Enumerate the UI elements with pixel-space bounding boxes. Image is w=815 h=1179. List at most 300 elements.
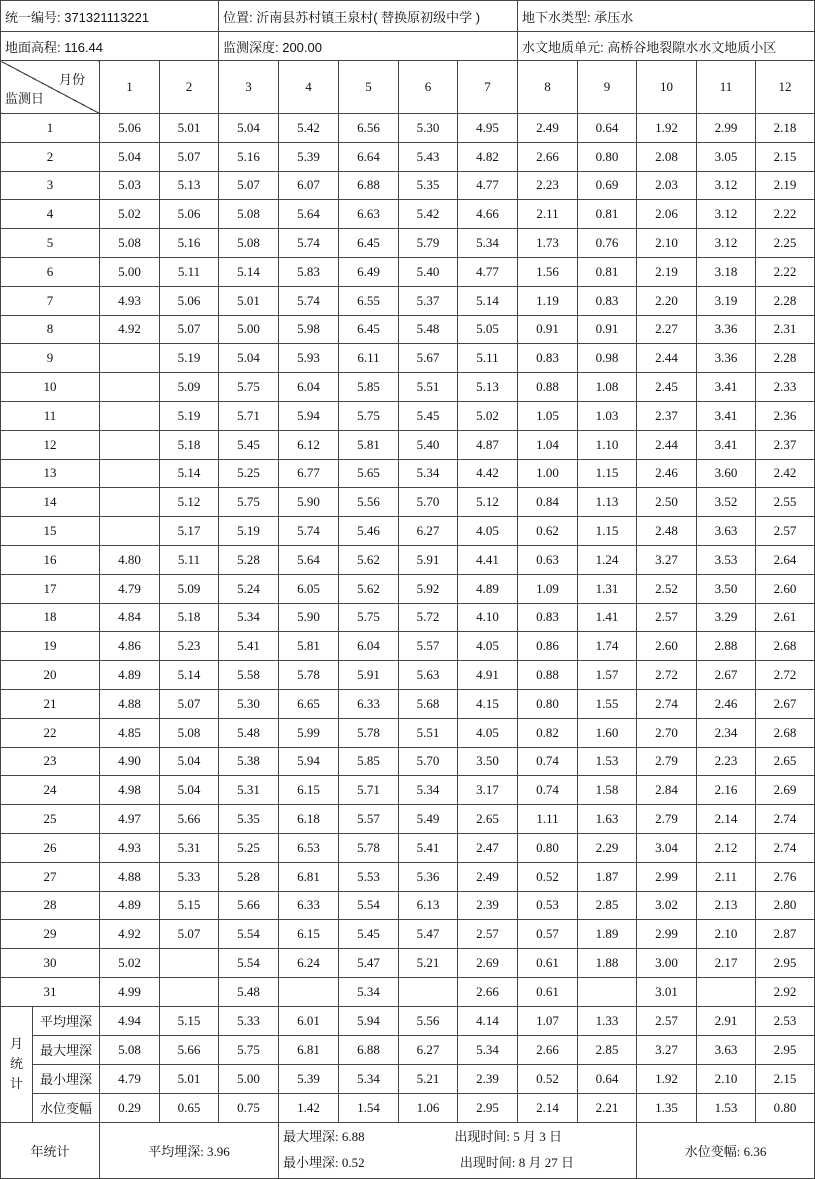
depth-cell: 5.75 [219,373,279,402]
depth-cell: 5.19 [219,517,279,546]
depth-cell: 2.61 [756,603,815,632]
stat-value: 2.53 [756,1006,815,1035]
depth-cell: 3.29 [697,603,756,632]
depth-cell: 2.69 [458,949,518,978]
depth-cell: 5.11 [160,257,219,286]
depth-cell: 5.62 [339,545,399,574]
depth-cell: 2.14 [697,805,756,834]
stat-value: 4.79 [100,1064,160,1093]
depth-cell: 2.65 [458,805,518,834]
depth-cell: 4.87 [458,430,518,459]
table-row [1,574,815,603]
table-row [1,977,815,1006]
stat-value: 2.95 [756,1035,815,1064]
table-row [1,315,815,344]
depth-cell: 0.63 [518,545,578,574]
depth-cell: 2.87 [756,920,815,949]
depth-cell: 5.93 [279,344,339,373]
depth-cell: 3.18 [697,257,756,286]
depth-cell: 2.18 [756,114,815,143]
depth-cell: 1.31 [578,574,637,603]
depth-cell: 4.98 [100,776,160,805]
depth-cell [578,977,637,1006]
depth-cell: 5.54 [339,891,399,920]
depth-cell: 5.11 [160,545,219,574]
depth-cell [160,977,219,1006]
depth-cell: 0.83 [518,603,578,632]
day-cell: 22 [1,718,100,747]
table-row [1,747,815,776]
depth-cell: 5.07 [160,142,219,171]
depth-cell: 2.65 [756,747,815,776]
depth-cell: 6.63 [339,200,399,229]
depth-cell: 3.19 [697,286,756,315]
depth-cell: 5.36 [399,862,458,891]
stat-value: 2.85 [578,1035,637,1064]
depth-cell [399,977,458,1006]
depth-cell: 3.53 [697,545,756,574]
depth-cell: 1.00 [518,459,578,488]
depth-cell: 5.66 [160,805,219,834]
depth-cell: 5.90 [279,488,339,517]
depth-cell: 3.36 [697,315,756,344]
depth-cell: 5.04 [160,747,219,776]
depth-cell: 4.93 [100,286,160,315]
day-cell: 19 [1,632,100,661]
depth-cell: 2.49 [458,862,518,891]
group-label-char: 月 [9,1036,23,1052]
depth-cell: 5.13 [160,171,219,200]
depth-cell: 4.93 [100,833,160,862]
annual-label: 年统计 [1,1122,100,1178]
depth-cell: 5.51 [399,373,458,402]
depth-cell: 2.99 [637,920,697,949]
monthly-stat-row [1,1006,815,1035]
depth-cell: 2.31 [756,315,815,344]
depth-cell: 3.52 [697,488,756,517]
depth-cell: 6.81 [279,862,339,891]
depth-cell: 5.81 [279,632,339,661]
depth-cell [279,977,339,1006]
day-cell: 16 [1,545,100,574]
depth-cell: 5.01 [160,114,219,143]
depth-cell: 5.14 [458,286,518,315]
monitoring-depth: 监测深度: 200.00 [219,32,518,61]
depth-cell: 1.03 [578,401,637,430]
depth-cell: 6.27 [399,517,458,546]
depth-cell: 5.78 [279,661,339,690]
depth-cell: 5.31 [160,833,219,862]
table-row [1,661,815,690]
day-cell: 11 [1,401,100,430]
stat-label: 最小埋深 [33,1064,100,1093]
table-row [1,142,815,171]
depth-cell: 5.05 [458,315,518,344]
depth-cell: 5.04 [219,114,279,143]
month-header: 8 [518,61,578,114]
depth-cell: 1.08 [578,373,637,402]
day-cell: 30 [1,949,100,978]
depth-cell: 2.50 [637,488,697,517]
depth-cell: 6.55 [339,286,399,315]
depth-cell: 5.74 [279,229,339,258]
table-row [1,114,815,143]
depth-cell: 5.25 [219,459,279,488]
depth-cell: 2.60 [756,574,815,603]
depth-cell: 1.05 [518,401,578,430]
depth-cell [100,373,160,402]
depth-cell: 2.37 [756,430,815,459]
depth-cell: 5.64 [279,545,339,574]
depth-cell: 4.92 [100,315,160,344]
depth-cell: 5.17 [160,517,219,546]
depth-cell: 2.19 [637,257,697,286]
depth-cell: 5.07 [160,689,219,718]
monthly-stat-row [1,1093,815,1122]
depth-cell: 5.30 [399,114,458,143]
depth-cell: 2.69 [756,776,815,805]
depth-cell: 6.11 [339,344,399,373]
table-row [1,430,815,459]
depth-cell: 6.15 [279,920,339,949]
depth-cell: 5.12 [160,488,219,517]
depth-cell: 5.23 [160,632,219,661]
depth-cell: 2.76 [756,862,815,891]
depth-cell: 5.24 [219,574,279,603]
depth-cell: 2.12 [697,833,756,862]
stat-value: 1.42 [279,1093,339,1122]
depth-cell: 3.41 [697,430,756,459]
depth-cell [160,949,219,978]
depth-cell: 5.13 [458,373,518,402]
depth-cell: 2.37 [637,401,697,430]
depth-cell: 3.12 [697,171,756,200]
day-cell: 31 [1,977,100,1006]
depth-cell: 3.60 [697,459,756,488]
stat-value: 3.27 [637,1035,697,1064]
depth-cell: 6.49 [339,257,399,286]
day-cell: 10 [1,373,100,402]
month-header: 5 [339,61,399,114]
depth-cell: 5.70 [399,747,458,776]
depth-cell: 3.41 [697,373,756,402]
depth-cell: 5.19 [160,401,219,430]
depth-cell: 2.33 [756,373,815,402]
depth-cell: 5.94 [279,747,339,776]
stat-value: 6.88 [339,1035,399,1064]
annual-min: 最小埋深: 0.52 [283,1155,365,1171]
depth-cell: 6.13 [399,891,458,920]
depth-cell: 5.34 [399,776,458,805]
stat-value: 1.06 [399,1093,458,1122]
depth-cell: 0.57 [518,920,578,949]
stat-value: 5.56 [399,1006,458,1035]
table-row [1,949,815,978]
monthly-stats-group-label [1,1006,33,1122]
depth-cell: 5.40 [399,430,458,459]
month-header: 12 [756,61,815,114]
depth-cell: 6.04 [279,373,339,402]
stat-value: 1.54 [339,1093,399,1122]
day-cell: 24 [1,776,100,805]
depth-cell: 3.27 [637,545,697,574]
depth-cell: 5.57 [339,805,399,834]
depth-cell: 5.47 [339,949,399,978]
day-cell: 21 [1,689,100,718]
depth-cell: 2.67 [756,689,815,718]
stat-value: 1.92 [637,1064,697,1093]
depth-cell: 1.09 [518,574,578,603]
depth-cell: 0.80 [518,833,578,862]
depth-cell: 2.17 [697,949,756,978]
stat-value: 2.39 [458,1064,518,1093]
depth-cell: 4.82 [458,142,518,171]
monthly-stat-row [1,1035,815,1064]
depth-cell: 5.08 [100,229,160,258]
depth-cell: 1.57 [578,661,637,690]
stat-value: 1.35 [637,1093,697,1122]
depth-cell: 4.10 [458,603,518,632]
depth-cell: 0.83 [578,286,637,315]
depth-cell: 5.71 [339,776,399,805]
depth-cell: 2.88 [697,632,756,661]
depth-cell: 2.25 [756,229,815,258]
depth-cell: 2.42 [756,459,815,488]
hydrogeologic-unit: 水文地质单元: 高桥谷地裂隙水水文地质小区 [518,32,815,61]
depth-cell: 4.97 [100,805,160,834]
depth-cell: 5.02 [100,200,160,229]
depth-cell: 3.17 [458,776,518,805]
depth-cell: 1.60 [578,718,637,747]
depth-cell: 1.88 [578,949,637,978]
depth-cell: 2.84 [637,776,697,805]
depth-cell: 2.79 [637,805,697,834]
day-cell: 12 [1,430,100,459]
depth-cell: 3.02 [637,891,697,920]
depth-cell: 0.62 [518,517,578,546]
stat-label: 平均埋深 [33,1006,100,1035]
depth-cell: 5.34 [339,977,399,1006]
depth-cell: 1.41 [578,603,637,632]
depth-cell: 2.95 [756,949,815,978]
station-location: 位置: 沂南县苏村镇王泉村( 替换原初级中学 ) [219,1,518,32]
depth-cell: 5.92 [399,574,458,603]
day-cell: 13 [1,459,100,488]
depth-cell [100,517,160,546]
depth-cell: 5.78 [339,718,399,747]
depth-cell: 1.58 [578,776,637,805]
stat-value: 1.33 [578,1006,637,1035]
depth-cell: 5.49 [399,805,458,834]
stat-value: 2.66 [518,1035,578,1064]
month-header: 9 [578,61,637,114]
depth-cell: 5.74 [279,517,339,546]
depth-cell: 2.55 [756,488,815,517]
depth-cell: 0.86 [518,632,578,661]
stat-value: 1.53 [697,1093,756,1122]
depth-cell: 6.53 [279,833,339,862]
depth-cell: 2.92 [756,977,815,1006]
depth-cell: 2.15 [756,142,815,171]
stat-value: 2.15 [756,1064,815,1093]
depth-cell: 2.74 [756,833,815,862]
stat-value: 5.66 [160,1035,219,1064]
day-cell: 14 [1,488,100,517]
depth-cell: 3.04 [637,833,697,862]
depth-cell: 6.45 [339,229,399,258]
depth-cell: 5.34 [399,459,458,488]
depth-cell: 6.24 [279,949,339,978]
day-cell: 1 [1,114,100,143]
stat-value: 6.27 [399,1035,458,1064]
table-row [1,286,815,315]
depth-cell: 2.13 [697,891,756,920]
stat-value: 4.94 [100,1006,160,1035]
depth-cell: 4.05 [458,632,518,661]
stat-value: 0.75 [219,1093,279,1122]
table-row [1,920,815,949]
depth-cell: 1.73 [518,229,578,258]
depth-cell: 4.05 [458,718,518,747]
depth-cell: 0.53 [518,891,578,920]
depth-cell: 5.34 [219,603,279,632]
depth-cell: 2.72 [637,661,697,690]
depth-cell: 5.40 [399,257,458,286]
group-label-char: 统 [9,1056,23,1072]
depth-cell: 6.65 [279,689,339,718]
depth-cell: 4.79 [100,574,160,603]
depth-cell [100,430,160,459]
depth-cell: 5.19 [160,344,219,373]
depth-cell: 2.80 [756,891,815,920]
depth-cell: 2.66 [458,977,518,1006]
depth-cell: 5.34 [458,229,518,258]
groundwater-type: 地下水类型: 承压水 [518,1,815,32]
depth-cell: 1.56 [518,257,578,286]
depth-cell: 5.46 [339,517,399,546]
depth-cell: 5.54 [219,949,279,978]
annual-max-line [279,1124,636,1150]
stat-value: 5.39 [279,1064,339,1093]
depth-cell: 5.78 [339,833,399,862]
depth-cell: 6.12 [279,430,339,459]
depth-cell: 5.42 [399,200,458,229]
depth-cell: 1.53 [578,747,637,776]
depth-cell: 5.47 [399,920,458,949]
table-row [1,603,815,632]
table-row [1,718,815,747]
depth-cell: 5.07 [160,920,219,949]
month-header-row [1,61,815,114]
depth-cell [100,488,160,517]
stat-value: 5.94 [339,1006,399,1035]
depth-cell: 5.57 [399,632,458,661]
depth-cell: 5.85 [339,747,399,776]
stat-value: 0.64 [578,1064,637,1093]
day-cell: 15 [1,517,100,546]
depth-cell: 3.01 [637,977,697,1006]
depth-cell: 5.70 [399,488,458,517]
depth-cell: 5.11 [458,344,518,373]
stat-value: 0.29 [100,1093,160,1122]
depth-cell: 6.64 [339,142,399,171]
depth-cell: 5.37 [399,286,458,315]
depth-cell: 5.25 [219,833,279,862]
day-cell: 5 [1,229,100,258]
depth-cell: 1.89 [578,920,637,949]
depth-cell [100,459,160,488]
month-header: 11 [697,61,756,114]
depth-cell: 2.47 [458,833,518,862]
depth-cell: 0.61 [518,977,578,1006]
depth-cell: 2.16 [697,776,756,805]
depth-cell: 2.99 [637,862,697,891]
depth-cell: 5.94 [279,401,339,430]
depth-cell: 2.46 [697,689,756,718]
depth-cell: 2.10 [637,229,697,258]
depth-cell: 4.77 [458,171,518,200]
table-row [1,776,815,805]
table-row [1,833,815,862]
table-row [1,545,815,574]
depth-cell: 2.11 [518,200,578,229]
month-axis-label: 月份 [58,72,85,87]
depth-cell: 5.45 [219,430,279,459]
depth-cell: 5.06 [160,286,219,315]
day-cell: 18 [1,603,100,632]
depth-cell: 4.15 [458,689,518,718]
day-cell: 28 [1,891,100,920]
depth-cell: 0.98 [578,344,637,373]
depth-cell: 1.10 [578,430,637,459]
depth-cell: 0.61 [518,949,578,978]
depth-cell: 5.33 [160,862,219,891]
stat-value: 4.14 [458,1006,518,1035]
depth-cell: 5.12 [458,488,518,517]
depth-cell: 5.71 [219,401,279,430]
depth-cell: 0.76 [578,229,637,258]
depth-cell: 5.18 [160,430,219,459]
depth-cell: 4.92 [100,920,160,949]
depth-cell: 6.77 [279,459,339,488]
depth-cell: 2.60 [637,632,697,661]
day-cell: 2 [1,142,100,171]
depth-cell: 0.84 [518,488,578,517]
depth-cell: 5.91 [339,661,399,690]
depth-cell: 5.81 [339,430,399,459]
month-header: 2 [160,61,219,114]
depth-cell: 2.03 [637,171,697,200]
depth-cell: 1.24 [578,545,637,574]
depth-cell: 0.80 [578,142,637,171]
depth-cell: 3.36 [697,344,756,373]
depth-cell: 5.54 [219,920,279,949]
depth-cell: 5.08 [219,200,279,229]
depth-cell: 2.66 [518,142,578,171]
table-row [1,488,815,517]
depth-cell: 6.88 [339,171,399,200]
depth-cell: 2.48 [637,517,697,546]
depth-cell: 5.68 [399,689,458,718]
depth-cell: 0.52 [518,862,578,891]
depth-cell: 0.74 [518,776,578,805]
depth-cell: 4.41 [458,545,518,574]
annual-min-time: 出现时间: 8 月 27 日 [459,1155,574,1171]
depth-cell: 6.56 [339,114,399,143]
depth-cell: 3.12 [697,200,756,229]
depth-cell: 5.28 [219,545,279,574]
depth-cell: 5.56 [339,488,399,517]
